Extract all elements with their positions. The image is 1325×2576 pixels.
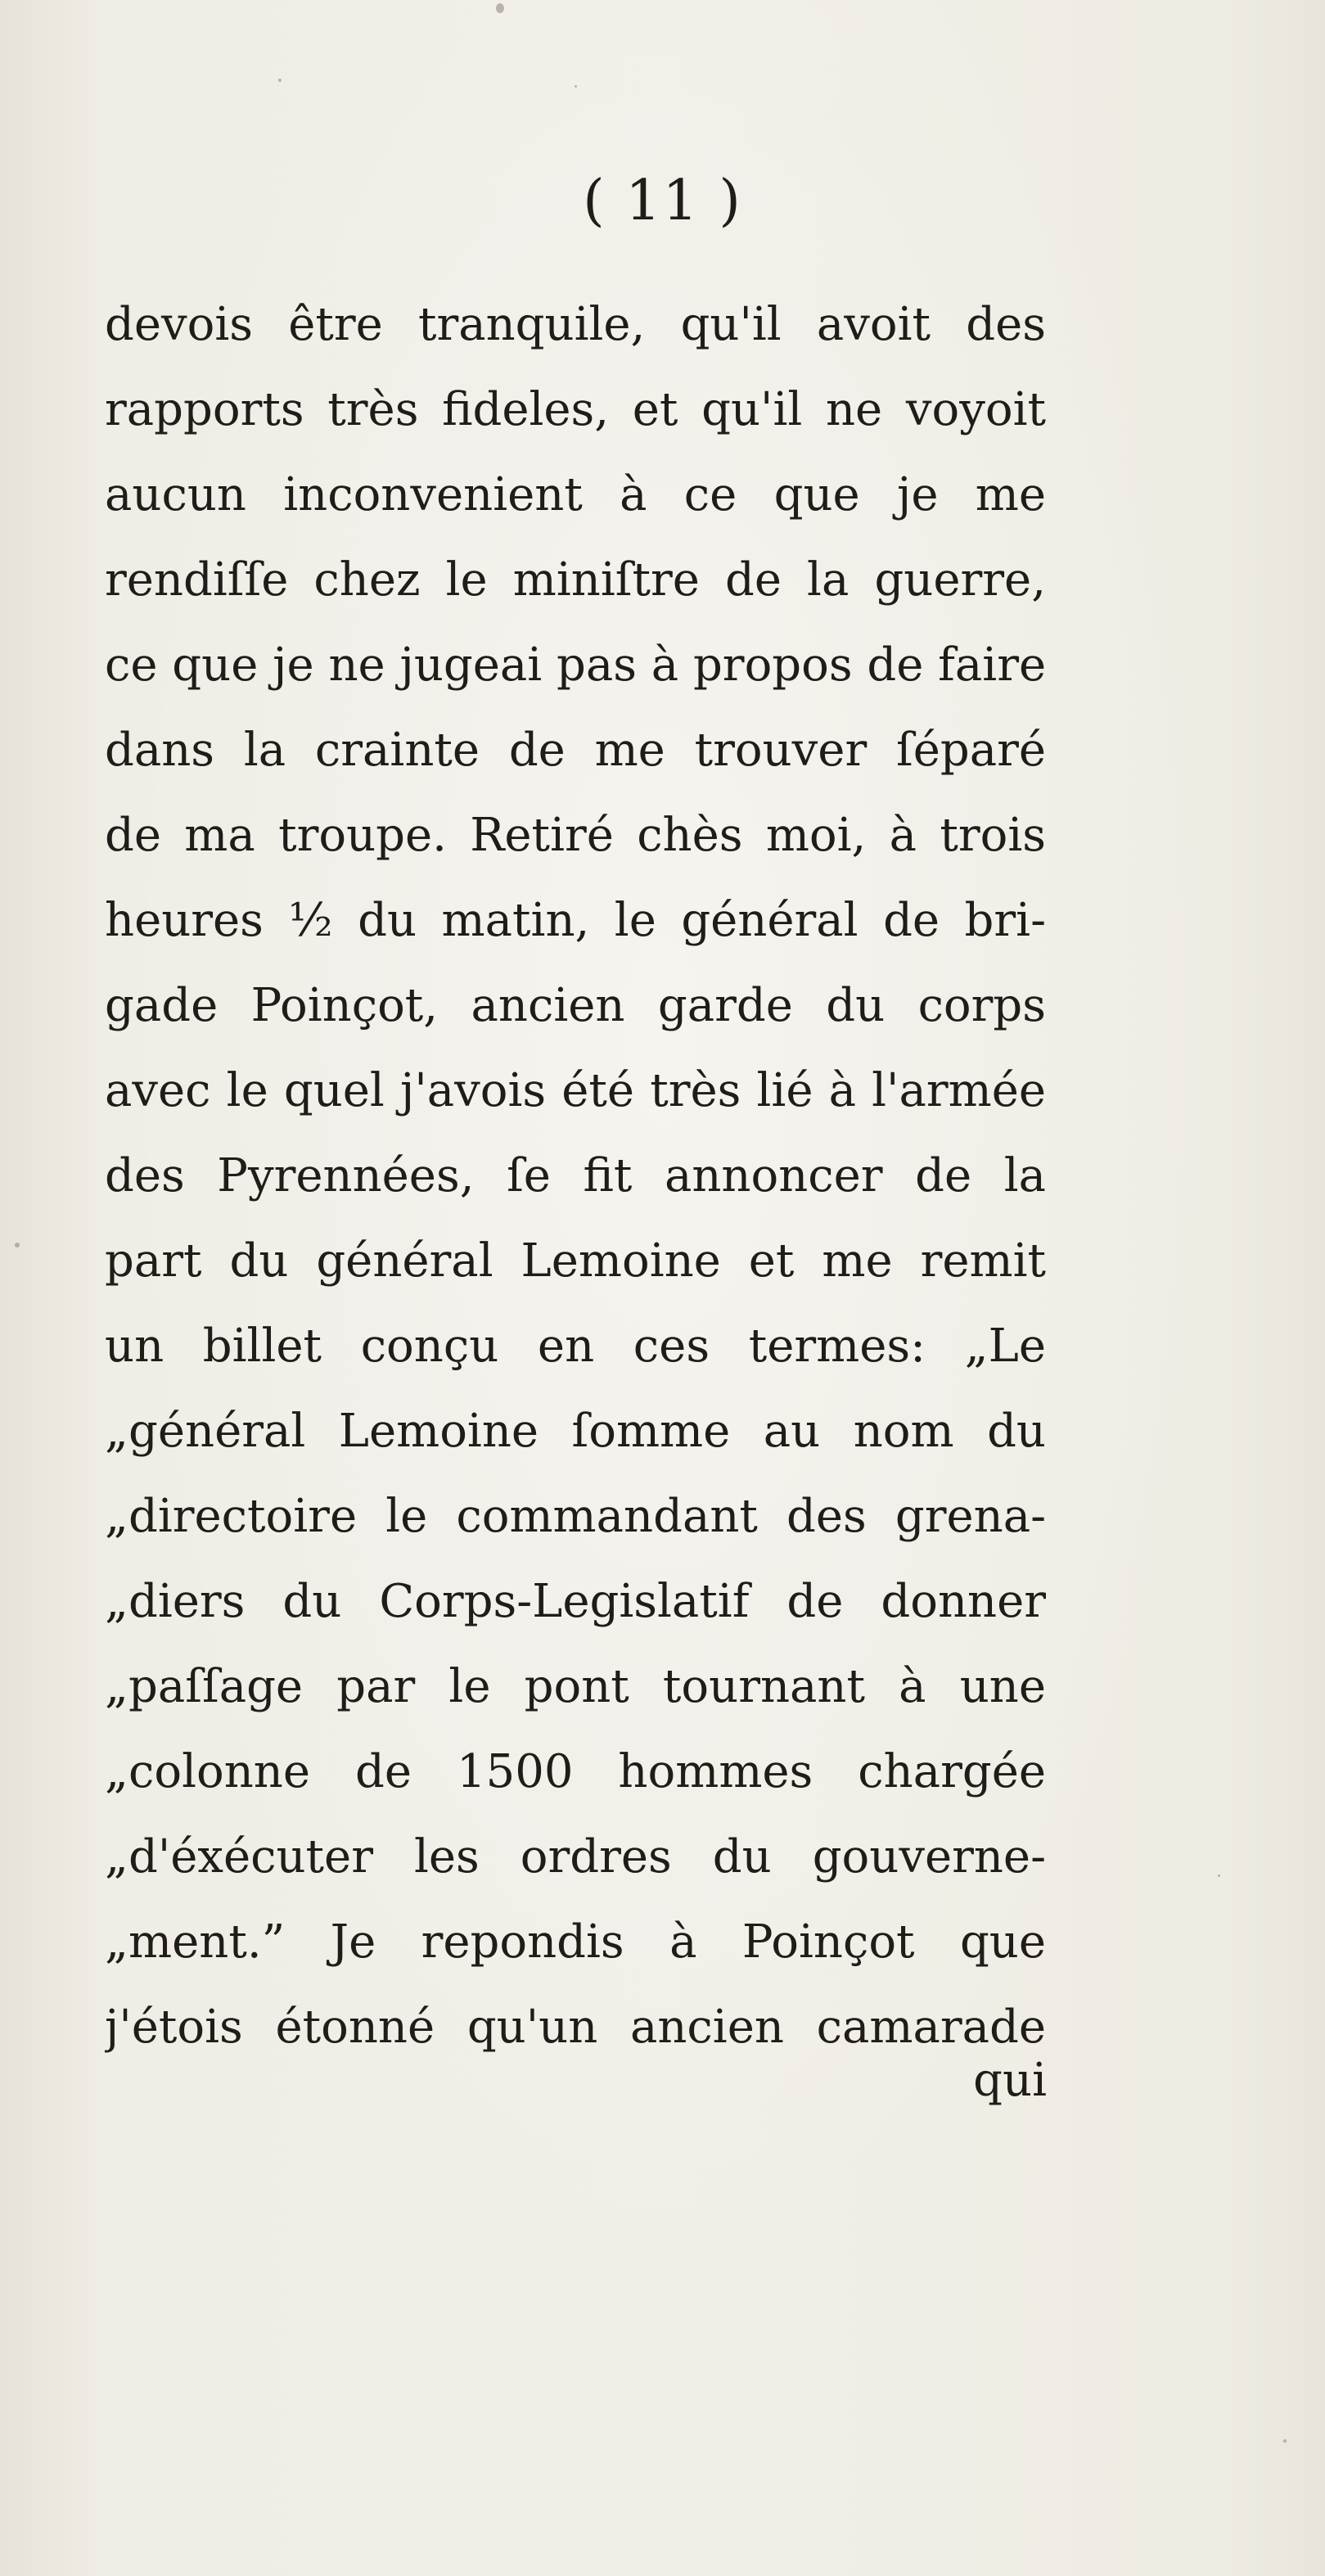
text-line: ce que je ne jugeai pas à propos de faire (105, 638, 1046, 692)
text-line: „diers du Corps-Legislatif de donner (105, 1575, 1046, 1628)
catchword: qui (973, 2054, 1047, 2107)
text-line: j'étois étonné qu'un ancien camarade (105, 2001, 1046, 2054)
text-line: de ma troupe. Retiré chès moi, à trois (105, 809, 1046, 862)
paper-speck (1283, 2439, 1287, 2443)
paper-speck (496, 3, 504, 13)
paper-speck (575, 85, 577, 88)
text-line: dans la crainte de me trouver ſéparé (105, 724, 1046, 777)
paper-speck (278, 79, 282, 82)
text-line: heures ½ du matin, le général de bri- (105, 894, 1046, 947)
text-line: „d'éxécuter les ordres du gouverne- (105, 1830, 1046, 1884)
text-line: un billet conçu en ces termes: „Le (105, 1320, 1046, 1373)
text-line: „paſſage par le pont tournant à une (105, 1660, 1046, 1713)
text-line: rendiſſe chez le miniſtre de la guerre, (105, 553, 1046, 607)
text-line: „ment.” Je repondis à Poinçot que (105, 1915, 1046, 1969)
text-line: „général Lemoine ſomme au nom du (105, 1405, 1046, 1458)
text-line: „colonne de 1500 hommes chargée (105, 1745, 1046, 1798)
body-text (105, 282, 1046, 2070)
paper-speck (1218, 1874, 1220, 1877)
page-number: ( 11 ) (583, 169, 742, 233)
text-line: des Pyrennées, ſe fit annoncer de la (105, 1149, 1046, 1202)
text-line: gade Poinçot, ancien garde du corps (105, 979, 1046, 1032)
text-line: part du général Lemoine et me remit (105, 1234, 1046, 1288)
text-line: rapports très fideles, et qu'il ne voyoit (105, 383, 1046, 436)
text-line: devois être tranquile, qu'il avoit des (105, 298, 1046, 351)
text-line: „directoire le commandant des grena- (105, 1490, 1046, 1543)
text-line: aucun inconvenient à ce que je me (105, 468, 1046, 521)
paper-speck (15, 1243, 20, 1247)
text-line: avec le quel j'avois été très lié à l'armée (105, 1064, 1046, 1117)
